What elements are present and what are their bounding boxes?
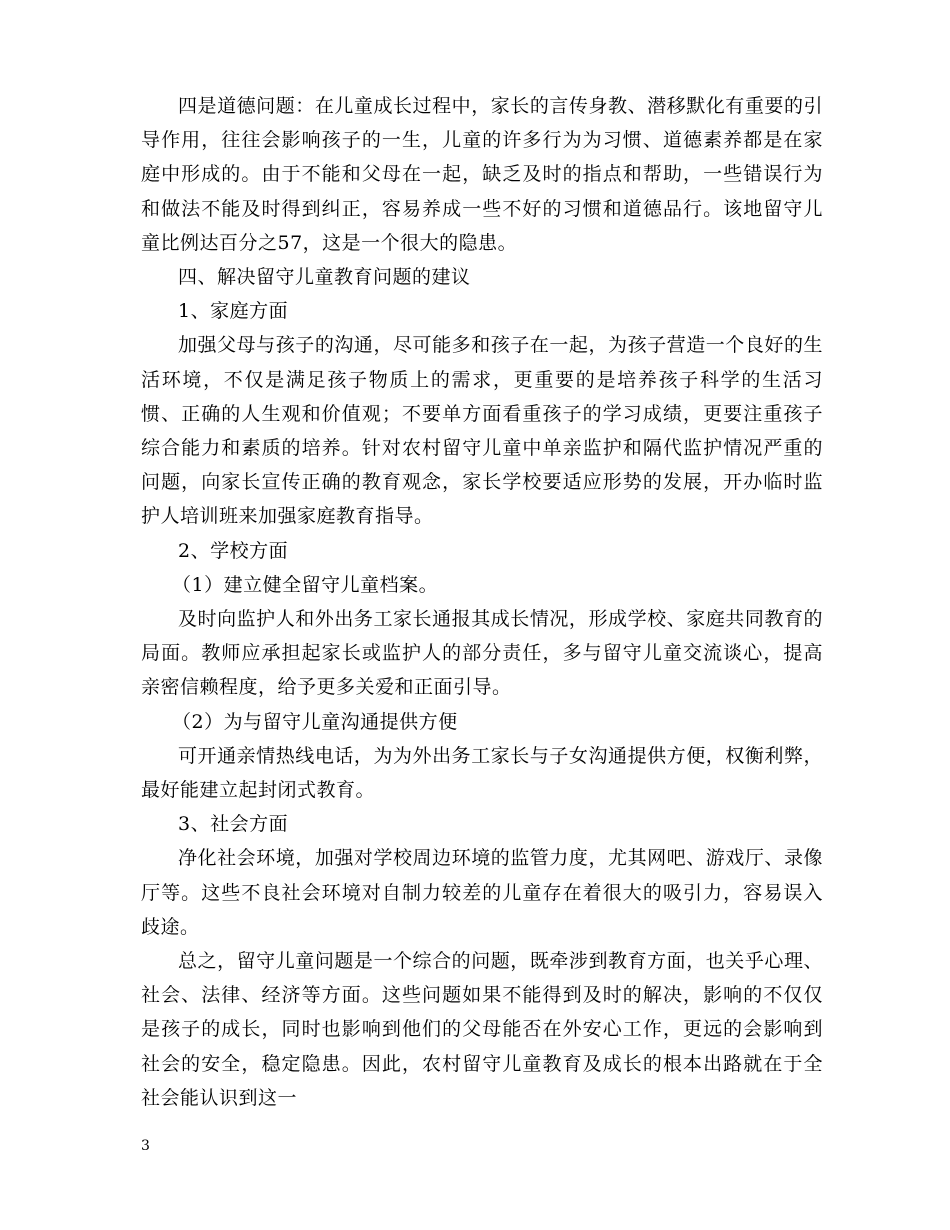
- subheading-society: 3、社会方面: [178, 813, 289, 836]
- list-item-archive: （1）建立健全留守儿童档案。: [172, 573, 439, 596]
- document-body: [141, 89, 823, 1115]
- paragraph-hotline: 可开通亲情热线电话，为为外出务工家长与子女沟通提供方便，权衡利弊，最好能建立起封闭式教育。: [141, 744, 823, 802]
- section-heading-suggestions: 四、解决留守儿童教育问题的建议: [178, 266, 471, 289]
- paragraph-moral-issue: 四是道德问题：在儿童成长过程中，家长的言传身教、潜移默化有重要的引导作用，往往会影响孩子的一生，儿童的许多行为为习惯、道德素养都是在家庭中形成的。由于不能和父母在一起，缺乏及时的指点和帮助，一些错误行为和做法不能及时得到纠正，容易养成一些不好的习惯和道德品行。该地留守儿童比例达百分之57，这是一个很大的隐患。: [141, 95, 823, 254]
- list-item-communication: （2）为与留守儿童沟通提供方便: [172, 710, 458, 733]
- subheading-family: 1、家庭方面: [178, 300, 289, 323]
- page-number: 3: [141, 1138, 150, 1154]
- paragraph-society: 净化社会环境，加强对学校周边环境的监管力度，尤其网吧、游戏厅、录像厅等。这些不良社会环境对自制力较差的儿童存在着很大的吸引力，容易误入歧途。: [141, 847, 823, 938]
- paragraph-school-report: 及时向监护人和外出务工家长通报其成长情况，形成学校、家庭共同教育的局面。教师应承担起家长或监护人的部分责任，多与留守儿童交流谈心，提高亲密信赖程度，给予更多关爱和正面引导。: [141, 608, 823, 699]
- subheading-school: 2、学校方面: [178, 539, 289, 562]
- paragraph-conclusion: 总之，留守儿童问题是一个综合的问题，既牵涉到教育方面，也关乎心理、社会、法律、经济等方面。这些问题如果不能得到及时的解决，影响的不仅仅是孩子的成长，同时也影响到他们的父母能否在外安心工作，更远的会影响到社会的安全，稳定隐患。因此，农村留守儿童教育及成长的根本出路就在于全社会能认识到这一: [141, 950, 823, 1109]
- paragraph-family: 加强父母与孩子的沟通，尽可能多和孩子在一起，为孩子营造一个良好的生活环境，不仅是满足孩子物质上的需求，更重要的是培养孩子科学的生活习惯、正确的人生观和价值观；不要单方面看重孩子的学习成绩，更要注重孩子综合能力和素质的培养。针对农村留守儿童中单亲监护和隔代监护情况严重的问题，向家长宣传正确的教育观念，家长学校要适应形势的发展，开办临时监护人培训班来加强家庭教育指导。: [141, 334, 823, 528]
